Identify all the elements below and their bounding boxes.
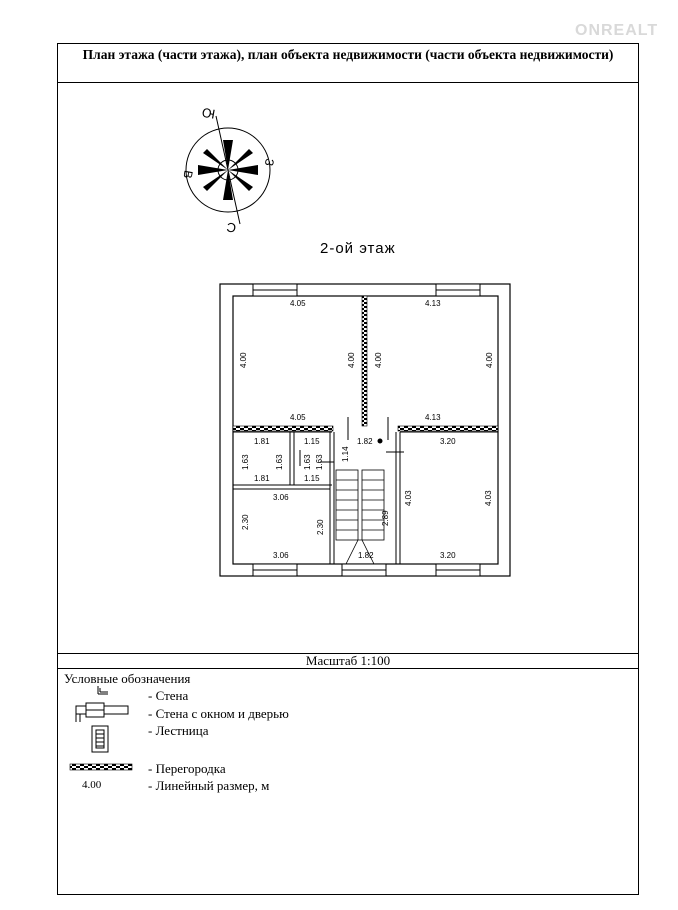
- dim-label: 1.81: [254, 437, 270, 446]
- legend-linear-size-label: - Линейный размер, м: [148, 778, 270, 793]
- dim-label: 1.14: [341, 446, 350, 462]
- dim-label: 3.06: [273, 493, 289, 502]
- legend-wall-label: - Стена: [148, 688, 189, 703]
- dim-label: 3.20: [440, 551, 456, 560]
- compass-rose: [180, 105, 276, 236]
- dim-label: 1.63: [275, 454, 284, 470]
- stairs: [336, 470, 384, 564]
- legend-wall-icon: [98, 686, 108, 694]
- dim-label: 3.20: [440, 437, 456, 446]
- dim-label: 2.30: [316, 519, 325, 535]
- scale-label: Масштаб 1:100: [57, 653, 639, 669]
- dim-label: 1.63: [315, 454, 324, 470]
- dim-label: 2.89: [381, 510, 390, 526]
- legend-partition-label: - Перегородка: [148, 761, 226, 776]
- compass-east-label: З: [261, 157, 277, 168]
- dim-label: 4.05: [290, 413, 306, 422]
- compass-north-label: Ю: [200, 104, 217, 122]
- dim-label: 4.13: [425, 413, 441, 422]
- dim-label: 4.00: [374, 352, 383, 368]
- dim-label: 1.63: [303, 454, 312, 470]
- compass-south-label: С: [225, 219, 238, 236]
- dim-label: 1.15: [304, 474, 320, 483]
- legend-title: Условные обозначения: [64, 671, 191, 686]
- legend-wall-window-door-label: - Стена с окном и дверью: [148, 706, 289, 721]
- dim-label: 1.15: [304, 437, 320, 446]
- partitions: [233, 296, 498, 431]
- dim-label: 1.82: [358, 551, 374, 560]
- legend-partition-icon: [70, 764, 132, 770]
- dim-label: 4.13: [425, 299, 441, 308]
- dim-label: 4.03: [484, 490, 493, 506]
- dim-label: 4.00: [347, 352, 356, 368]
- document-title: План этажа (части этажа), план объекта недвижимости (части объекта недвижимости): [57, 43, 639, 83]
- legend-wall-window-door-icon: [76, 703, 128, 722]
- dim-label: 4.00: [239, 352, 248, 368]
- compass-west-label: В: [180, 169, 196, 180]
- floor-label: 2-ой этаж: [320, 240, 396, 257]
- dim-label: 4.00: [485, 352, 494, 368]
- dim-label: 1.63: [241, 454, 250, 470]
- dim-label: 2.30: [241, 514, 250, 530]
- dim-label: 3.06: [273, 551, 289, 560]
- dim-label: 1.81: [254, 474, 270, 483]
- legend-stairs-label: - Лестница: [148, 723, 209, 738]
- legend-stairs-icon: [92, 726, 108, 752]
- dim-label: 4.05: [290, 299, 306, 308]
- dim-label: 1.82: [357, 437, 373, 446]
- legend-symbols: [70, 686, 132, 770]
- dim-label: 4.03: [404, 490, 413, 506]
- legend-sample-value: 4.00: [82, 779, 102, 791]
- watermark: ONREALT: [575, 22, 659, 39]
